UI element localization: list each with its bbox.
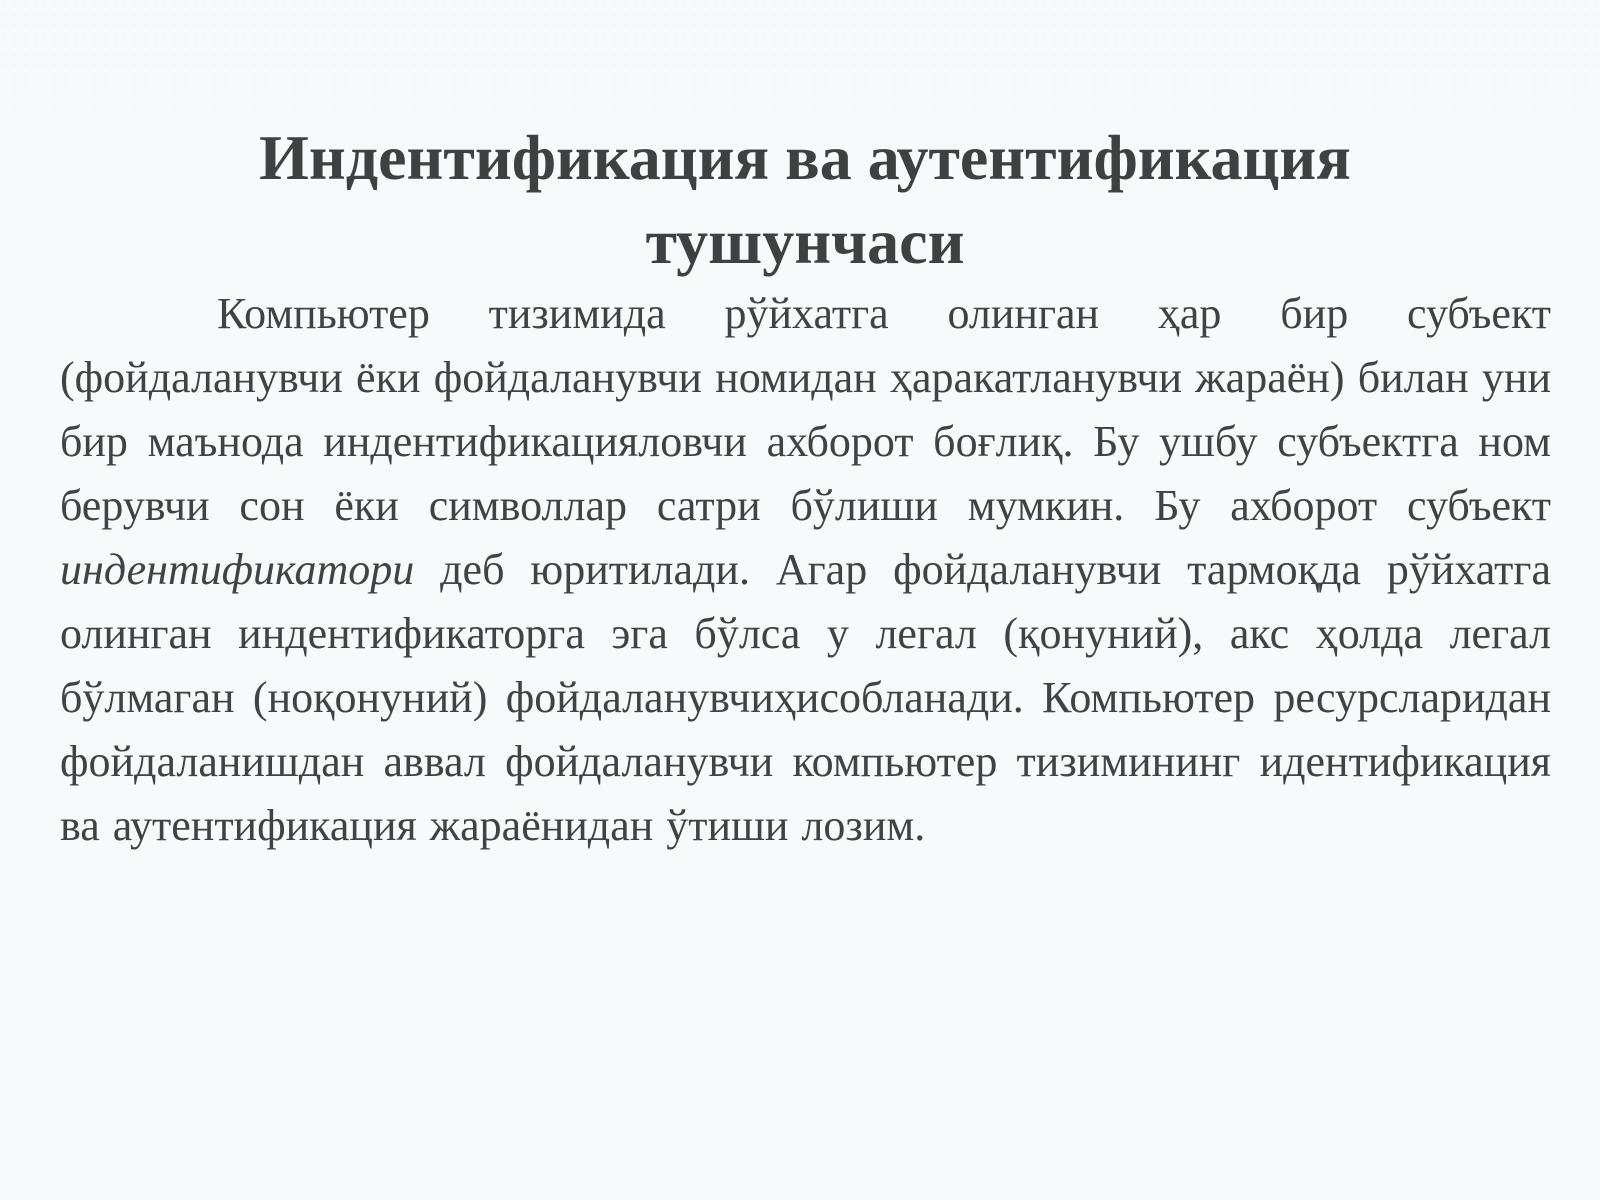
body-text-part-2: деб юритилади. Агар фойдаланувчи тармоқда рўйхатга олинган индентификаторга эга бўлса у легал (қонуний), акс ҳолда легал бўлмаган (ноқонуний) фойдаланувчиҳисобланади. Компьютер ресурсларидан фойдаланишдан аввал фойдаланувчи компьютер тизимининг идентификация ва аутентификация жараёнидан ўтиши лозим. [60, 545, 1551, 850]
body-text-part-1: Компьютер тизимида рўйхатга олинган ҳар бир субъект (фойдаланувчи ёки фойдаланувчи номидан ҳаракатланувчи жараён) билан уни бир маънода индентификацияловчи ахборот боғлиқ. Бу ушбу субъектга ном берувчи сон ёки символлар сатри бўлиши мумкин. Бу ахборот субъект [60, 289, 1551, 530]
body-text-emphasis: индентификатори [60, 545, 415, 594]
body-paragraph [60, 282, 1551, 858]
slide-title [100, 116, 1510, 284]
slide-title-line-2: тушунчаси [645, 206, 965, 277]
slide-title-line-1: Индентификация ва аутентификация [259, 122, 1351, 193]
